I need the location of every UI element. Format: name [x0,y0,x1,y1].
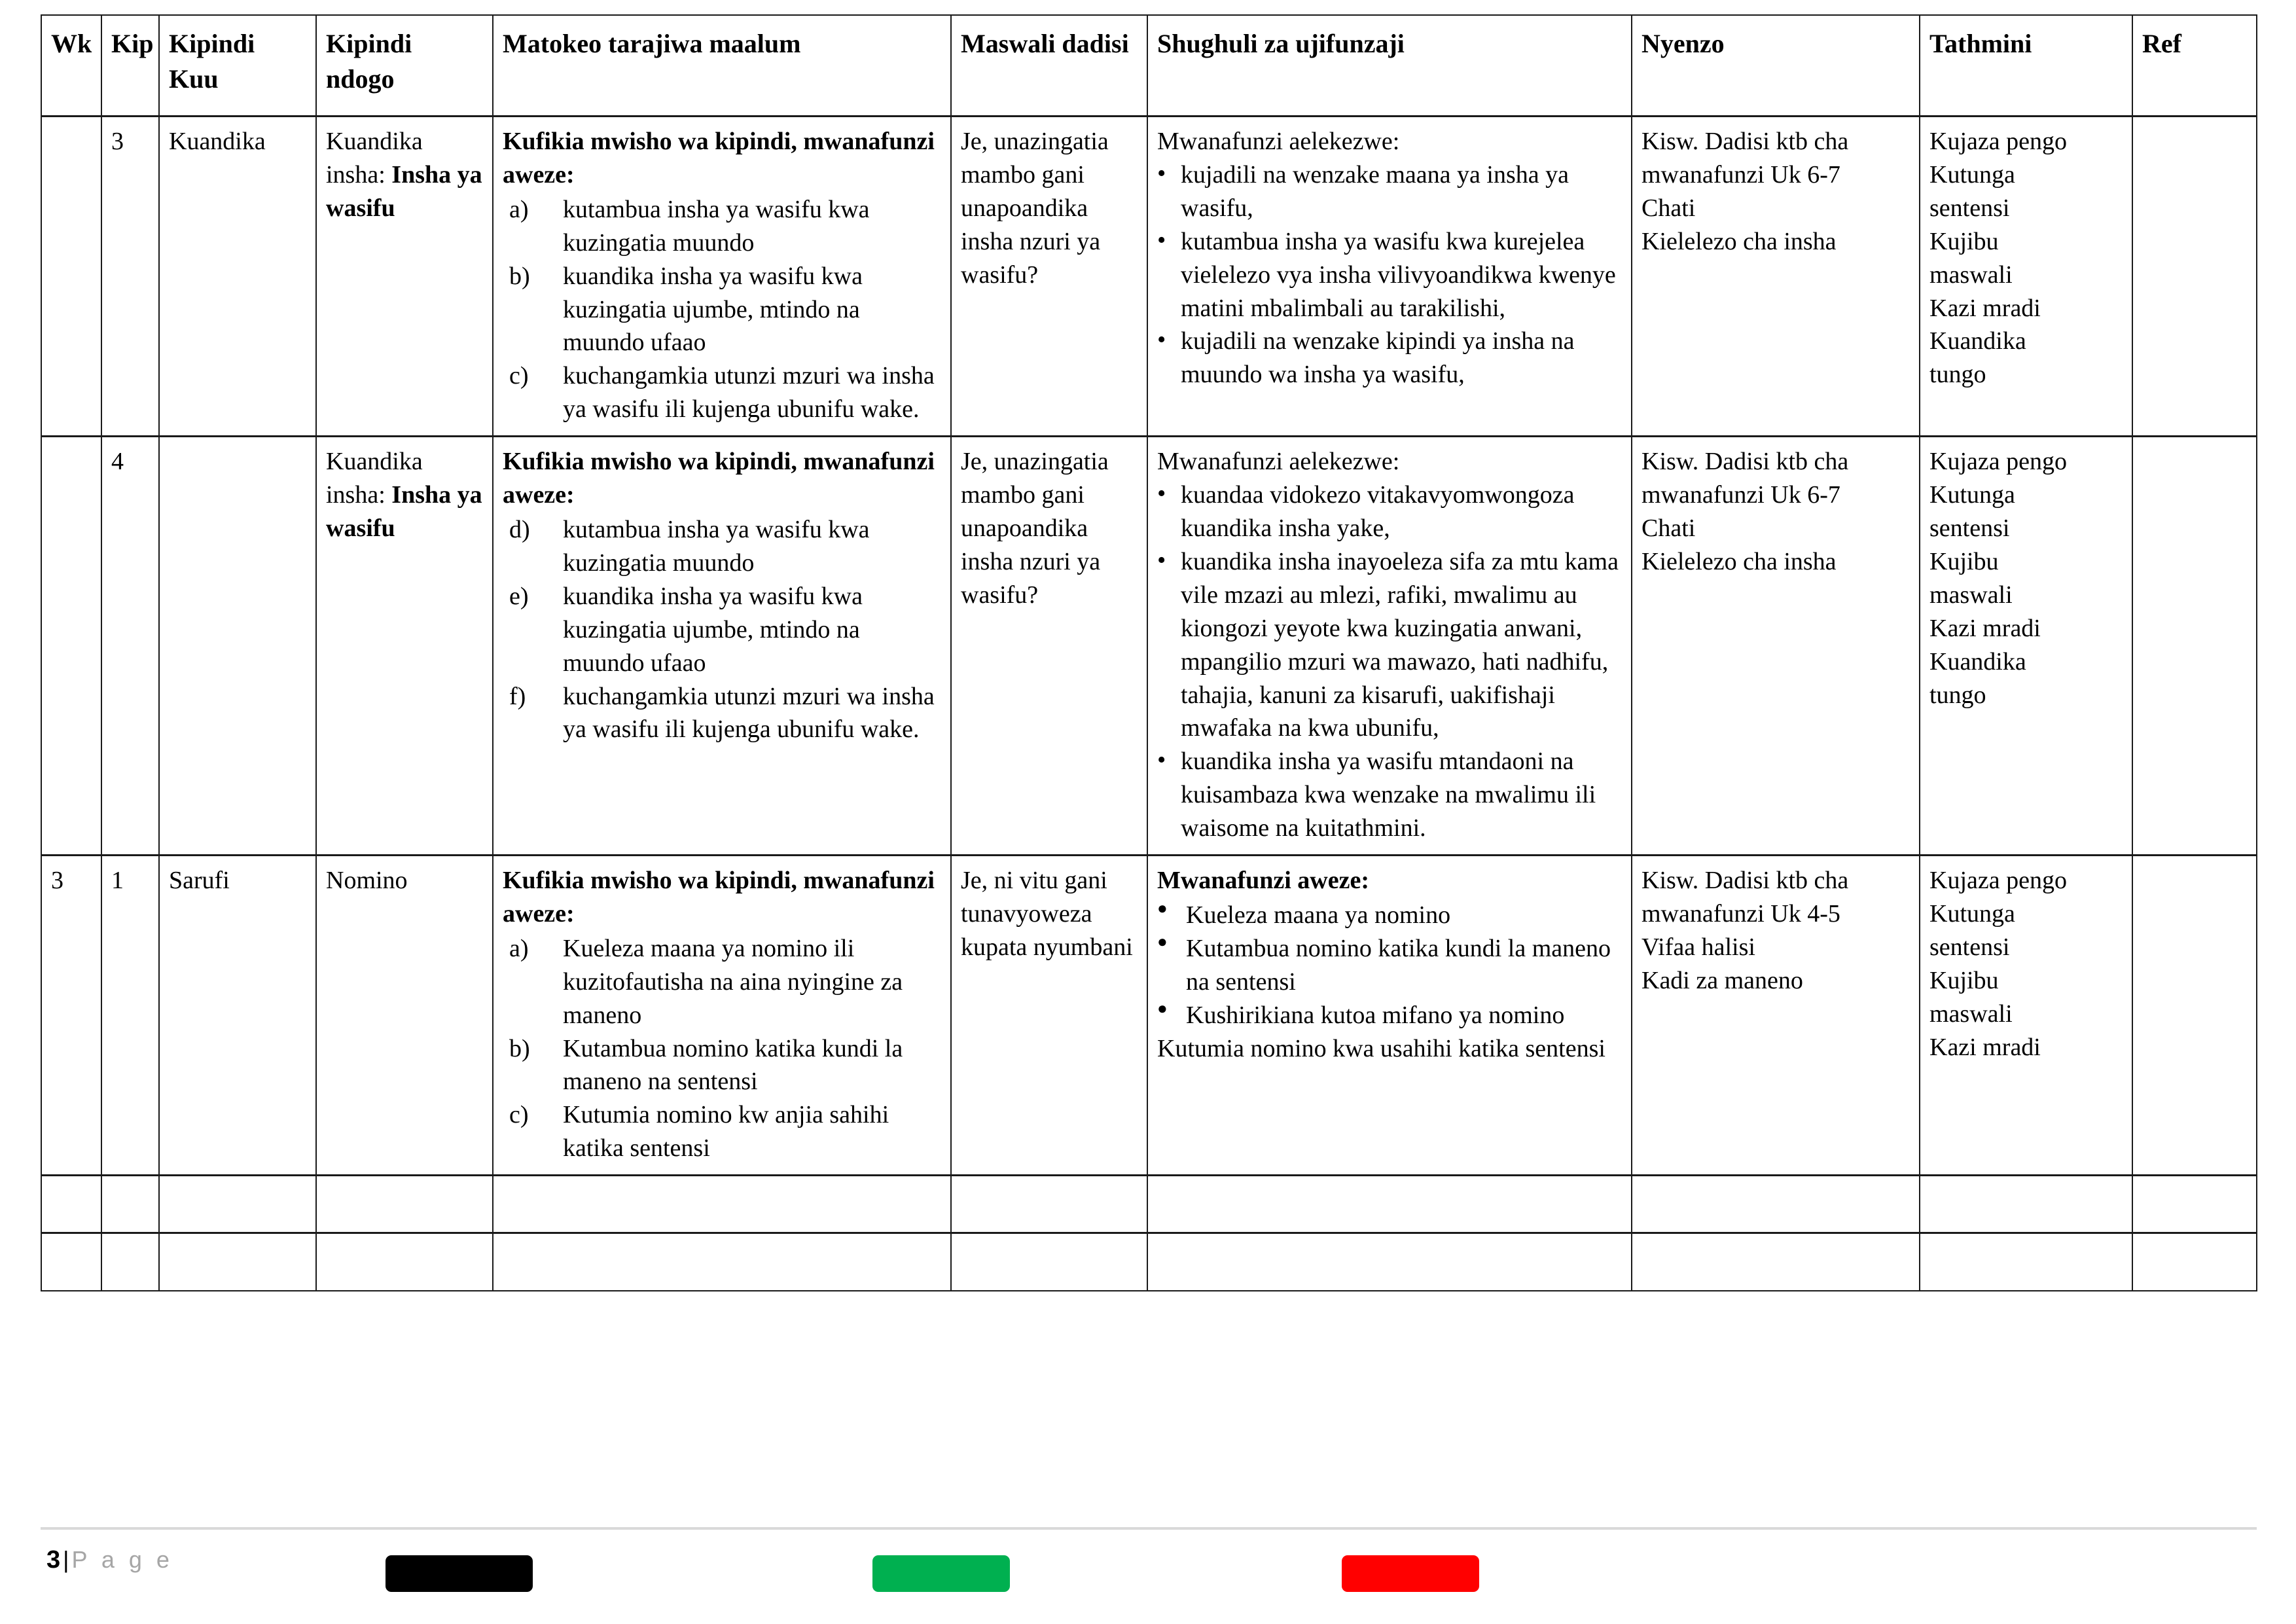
nyenzo-item: Kisw. Dadisi ktb cha mwanafunzi Uk 4-5 [1641,867,1849,928]
cell-kipindi-kuu [159,1176,316,1233]
table-header-row [41,15,2257,117]
tathmini-item: Kutunga [1929,481,2015,509]
page-number-separator: | [63,1546,69,1573]
list-item-text: kuandika insha ya wasifu kwa kuzingatia ujumbe, mtindo na muundo ufaao [563,262,863,357]
list-item [503,1032,941,1099]
list-item [503,359,941,426]
list-item-text: kujadili na wenzake maana ya insha ya wasifu, [1181,160,1569,222]
bullet-icon: ● [1157,898,1168,918]
page-word: P a g e [71,1546,173,1573]
tathmini-item: maswali [1929,1000,2013,1028]
table-row [41,856,2257,1176]
cell-wk [41,117,101,437]
list-item [503,1098,941,1165]
green-swatch [872,1555,1010,1592]
tathmini-item: Kujaza pengo [1929,867,2067,895]
cell-kip: 4 [101,437,159,856]
tathmini-item: Kutunga [1929,160,2015,189]
column-header-shughuli: Shughuli za ujifunzaji [1147,15,1632,117]
tathmini-item: Kujibu [1929,966,1999,994]
cell-kipindi-ndogo [316,117,493,437]
cell-wk [41,1176,101,1233]
shughuli-lead: Mwanafunzi aelekezwe: [1157,448,1400,476]
list-item-text: Kueleza maana ya nomino [1186,901,1451,929]
nyenzo-item: Chati [1641,514,1696,542]
cell-maswali: Je, unazingatia mambo gani unapoandika insha nzuri ya wasifu? [951,437,1147,856]
tathmini-item: Kuandika [1929,647,2026,676]
matokeo-lead: Kufikia mwisho wa kipindi, mwanafunzi aweze: [503,448,935,509]
list-item-text: kuandaa vidokezo vitakavyomwongoza kuandika insha yake, [1181,481,1575,542]
kipindi-ndogo-plain: Kuandika insha: [326,448,423,509]
list-item [1157,745,1622,845]
cell-kip: 1 [101,856,159,1176]
list-item-text: Kushirikiana kutoa mifano ya nomino [1186,1001,1565,1029]
column-header-ref: Ref [2132,15,2257,117]
black-swatch [386,1555,533,1592]
page-footer [41,1546,2257,1605]
list-item-text: kujadili na wenzake kipindi ya insha na muundo wa insha ya wasifu, [1181,327,1575,389]
list-item-text: Kutambua nomino katika kundi la maneno na sentensi [1186,934,1611,996]
cell-nyenzo [1632,1176,1920,1233]
cell-kipindi-ndogo [316,1233,493,1291]
list-item-text: kuandika insha ya wasifu mtandaoni na kuisambaza kwa wenzake na mwalimu ili waisome na kuitathmini. [1181,748,1596,842]
cell-ref [2132,117,2257,437]
tathmini-item: tungo [1929,681,1986,709]
shughuli-lead: Mwanafunzi aelekezwe: [1157,128,1400,155]
kipindi-ndogo-bold: Insha ya wasifu [326,160,482,222]
tathmini-item: Kazi mradi [1929,294,2041,322]
list-item [503,513,941,580]
list-item-text: kutambua insha ya wasifu kwa kuzingatia muundo [563,195,870,257]
tathmini-item: Kujaza pengo [1929,448,2067,476]
cell-shughuli [1147,1176,1632,1233]
list-item [1157,545,1622,745]
bullet-icon: • [1157,226,1166,254]
list-marker: c) [509,362,529,390]
list-item [503,932,941,1032]
cell-maswali [951,1176,1147,1233]
cell-kipindi-kuu [159,1233,316,1291]
shughuli-list [1157,158,1622,391]
cell-shughuli [1147,437,1632,856]
cell-ref [2132,437,2257,856]
list-marker: b) [509,1034,530,1062]
cell-kipindi-ndogo [316,1176,493,1233]
cell-shughuli [1147,117,1632,437]
column-header-tathmini: Tathmini [1920,15,2132,117]
list-item [1157,225,1622,325]
list-item [1157,932,1622,999]
nyenzo-item: Kisw. Dadisi ktb cha mwanafunzi Uk 6-7 [1641,128,1849,189]
cell-matokeo [493,437,951,856]
list-marker: b) [509,262,530,290]
cell-nyenzo [1632,437,1920,856]
shughuli-list [1157,478,1622,845]
tathmini-item: Kutunga [1929,899,2015,928]
bullet-icon: ● [1157,998,1168,1018]
cell-wk [41,437,101,856]
tathmini-item: sentensi [1929,514,2010,542]
cell-kip [101,1233,159,1291]
page-number-label [46,1546,173,1574]
cell-nyenzo [1632,117,1920,437]
tathmini-item: maswali [1929,581,2013,609]
table-body [41,117,2257,1291]
tathmini-item: sentensi [1929,194,2010,222]
list-item [1157,325,1622,391]
matokeo-list [503,513,941,746]
nyenzo-item: Kielelezo cha insha [1641,227,1837,255]
list-item [1157,158,1622,225]
nyenzo-item: Kisw. Dadisi ktb cha mwanafunzi Uk 6-7 [1641,448,1849,509]
matokeo-list [503,932,941,1165]
nyenzo-item: Chati [1641,194,1696,222]
matokeo-lead: Kufikia mwisho wa kipindi, mwanafunzi aweze: [503,867,935,928]
shughuli-list [1157,899,1622,1032]
bullet-icon: • [1157,546,1166,574]
list-marker: f) [509,682,526,710]
kipindi-ndogo-plain: Nomino [326,867,408,895]
page-number-value: 3 [46,1546,61,1574]
matokeo-list [503,193,941,426]
tathmini-item: maswali [1929,261,2013,289]
cell-kipindi-ndogo [316,437,493,856]
table-row [41,1233,2257,1291]
tathmini-item: sentensi [1929,933,2010,961]
cell-kip: 3 [101,117,159,437]
cell-kipindi-kuu [159,437,316,856]
cell-wk: 3 [41,856,101,1176]
cell-kip [101,1176,159,1233]
bullet-icon: • [1157,746,1166,774]
tathmini-item: Kuandika [1929,327,2026,355]
scheme-of-work-table [41,14,2257,1291]
list-item-text: kuandika insha ya wasifu kwa kuzingatia ujumbe, mtindo na muundo ufaao [563,582,863,677]
list-item [503,580,941,680]
list-item-text: Kutambua nomino katika kundi la maneno na sentensi [563,1034,903,1096]
cell-tathmini [1920,437,2132,856]
list-item-text: kuandika insha inayoeleza sifa za mtu kama vile mzazi au mlezi, rafiki, mwalimu au kiongozi yeyote kwa kuzingatia anwani, mpangilio mzuri wa mawazo, hati nadhifu, tahajia, kanuni za kisarufi, uakifishaji mwafaka na kwa ubunifu, [1181,547,1619,742]
list-item [1157,999,1622,1032]
cell-kipindi-ndogo [316,856,493,1176]
table-row [41,1176,2257,1233]
column-header-kipindi-kuu: Kipindi Kuu [159,15,316,117]
cell-ref [2132,1233,2257,1291]
list-item-text: kuchangamkia utunzi mzuri wa insha ya wasifu ili kujenga ubunifu wake. [563,682,935,744]
cell-matokeo [493,1233,951,1291]
column-header-kip: Kip [101,15,159,117]
nyenzo-item: Vifaa halisi [1641,933,1755,961]
column-header-wk: Wk [41,15,101,117]
red-swatch [1342,1555,1479,1592]
table-row [41,117,2257,437]
cell-shughuli [1147,856,1632,1176]
column-header-maswali: Maswali dadisi [951,15,1147,117]
cell-tathmini [1920,856,2132,1176]
column-header-nyenzo: Nyenzo [1632,15,1920,117]
list-marker: e) [509,582,529,610]
cell-matokeo [493,856,951,1176]
tathmini-item: Kazi mradi [1929,614,2041,642]
list-item [503,680,941,747]
column-header-matokeo: Matokeo tarajiwa maalum [493,15,951,117]
cell-tathmini [1920,1176,2132,1233]
nyenzo-item: Kadi za maneno [1641,966,1803,994]
nyenzo-item: Kielelezo cha insha [1641,547,1837,575]
cell-kipindi-kuu: Sarufi [159,856,316,1176]
tathmini-item: Kazi mradi [1929,1033,2041,1061]
tathmini-item: Kujibu [1929,547,1999,575]
list-item-text: Kueleza maana ya nomino ili kuzitofautisha na aina nyingine za maneno [563,934,903,1029]
footer-divider [41,1527,2257,1530]
column-header-kipindi-ndogo: Kipindi ndogo [316,15,493,117]
list-item [1157,899,1622,932]
cell-ref [2132,856,2257,1176]
table-row [41,437,2257,856]
kipindi-ndogo-plain: Kuandika insha: [326,128,423,189]
shughuli-tail-text: Kutumia nomino kwa usahihi katika sentensi [1157,1034,1605,1062]
list-item [1157,478,1622,545]
cell-wk [41,1233,101,1291]
list-item [503,260,941,360]
kipindi-ndogo-bold: Insha ya wasifu [326,481,482,542]
bullet-icon: ● [1157,931,1168,951]
bullet-icon: • [1157,326,1166,354]
cell-tathmini [1920,1233,2132,1291]
cell-matokeo [493,1176,951,1233]
list-item-text: kutambua insha ya wasifu kwa kurejelea vielelezo vya insha vilivyoandikwa kwenye matini mbalimbali au tarakilishi, [1181,227,1616,322]
list-item [503,193,941,260]
shughuli-lead: Mwanafunzi aweze: [1157,867,1369,895]
list-item-text: kuchangamkia utunzi mzuri wa insha ya wasifu ili kujenga ubunifu wake. [563,362,935,424]
list-marker: c) [509,1101,529,1129]
cell-matokeo [493,117,951,437]
list-item-text: Kutumia nomino kw anjia sahihi katika sentensi [563,1101,889,1163]
list-marker: a) [509,934,529,962]
tathmini-item: tungo [1929,361,1986,389]
list-marker: d) [509,515,530,543]
cell-nyenzo [1632,1233,1920,1291]
tathmini-item: Kujibu [1929,227,1999,255]
cell-tathmini [1920,117,2132,437]
cell-maswali: Je, ni vitu gani tunavyoweza kupata nyumbani [951,856,1147,1176]
cell-nyenzo [1632,856,1920,1176]
cell-shughuli [1147,1233,1632,1291]
bullet-icon: • [1157,480,1166,508]
cell-kipindi-kuu: Kuandika [159,117,316,437]
cell-maswali [951,1233,1147,1291]
list-item-text: kutambua insha ya wasifu kwa kuzingatia muundo [563,515,870,577]
tathmini-item: Kujaza pengo [1929,128,2067,155]
list-marker: a) [509,195,529,223]
cell-ref [2132,1176,2257,1233]
matokeo-lead: Kufikia mwisho wa kipindi, mwanafunzi aweze: [503,128,935,189]
cell-maswali: Je, unazingatia mambo gani unapoandika insha nzuri ya wasifu? [951,117,1147,437]
bullet-icon: • [1157,159,1166,187]
